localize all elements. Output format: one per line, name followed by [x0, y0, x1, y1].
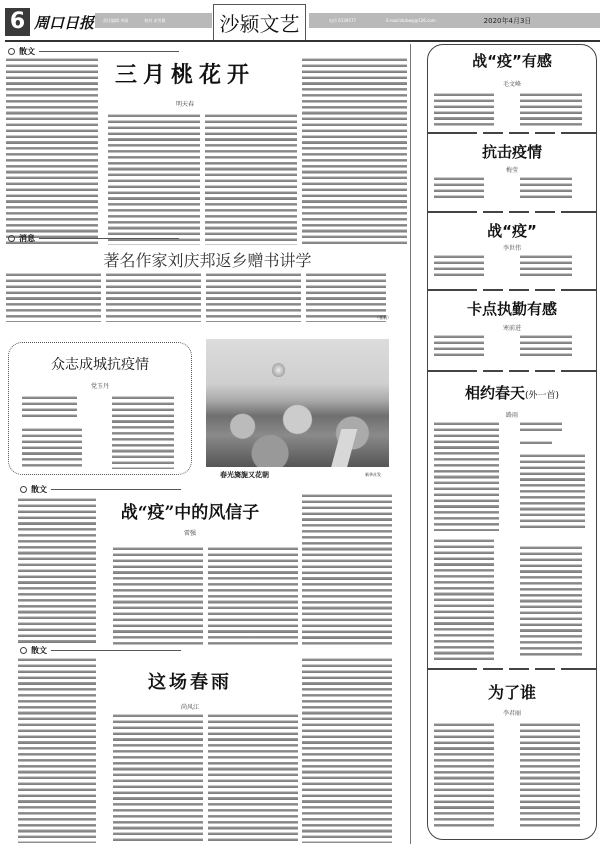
article-author: 雷强 — [183, 530, 196, 537]
poem-lines — [520, 722, 580, 830]
poem-title: 众志成城抗疫情 — [51, 357, 149, 373]
poem-lines — [520, 92, 582, 127]
poem-lines — [520, 453, 585, 531]
poem-author: 路雨 — [505, 412, 518, 419]
page-number: 6 — [5, 8, 30, 36]
article-body — [18, 497, 96, 645]
poem-title-main: 相约春天 — [464, 384, 525, 402]
poem-lines — [22, 395, 77, 420]
section-title: 沙颍文艺 — [213, 4, 306, 42]
poem-lines — [434, 254, 484, 278]
article-body — [302, 493, 392, 645]
divider — [427, 132, 597, 134]
photo-spring-town — [206, 339, 389, 467]
poem-title — [427, 382, 597, 403]
divider — [427, 289, 597, 291]
news-body — [106, 272, 201, 322]
article-body — [113, 546, 203, 646]
poem-author: 党玉丹 — [90, 383, 109, 390]
poem-author: 李君丽 — [502, 710, 521, 717]
article-author: 尚风江 — [180, 704, 199, 711]
article-title: 战“疫”中的风信子 — [120, 503, 260, 523]
poem-title: 为了谁 — [487, 683, 536, 702]
divider — [427, 668, 597, 670]
section-tag: 散文 — [8, 46, 179, 57]
article-body — [6, 57, 98, 247]
circle-icon — [8, 235, 15, 242]
section-tag: 散文 — [20, 484, 181, 495]
masthead: 周口日报 — [34, 14, 95, 32]
poem-lines — [112, 395, 174, 469]
poem-lines — [520, 176, 572, 200]
header-band-left — [95, 13, 212, 28]
news-body — [6, 272, 101, 322]
poem-subtitle: (外一首) — [524, 391, 560, 401]
article-body — [113, 713, 203, 843]
photo-credit: 新华社发 — [365, 472, 381, 477]
article-author: 明天春 — [175, 101, 194, 108]
article-body — [302, 657, 392, 843]
photo-caption: 春光旖旎又花朝 — [220, 471, 269, 479]
news-body — [206, 272, 301, 322]
poem-lines — [434, 176, 484, 200]
poem-lines — [434, 421, 499, 531]
circle-icon — [20, 647, 27, 654]
editor-credit: 责任编辑 李丽 — [103, 17, 129, 23]
email: E-mail:zkrbwy@126.com — [386, 18, 436, 23]
poem-author: 梅莹 — [505, 167, 518, 174]
poem-title: 战“疫”有感 — [472, 52, 552, 70]
column-divider — [410, 44, 411, 844]
header-rule — [5, 40, 600, 42]
poem-title: 抗击疫情 — [481, 143, 542, 161]
poem-author: 寒前进 — [502, 325, 521, 332]
tree-canopy — [206, 399, 389, 467]
article-title: 这场春雨 — [148, 672, 232, 693]
poem-lines — [520, 440, 552, 446]
article-body — [205, 113, 297, 245]
poem-author: 毛文峰 — [502, 81, 521, 88]
poem-lines — [520, 545, 582, 657]
divider — [427, 211, 597, 213]
hot-air-balloon — [272, 363, 285, 377]
header-band-right — [309, 13, 600, 28]
article-body — [208, 546, 298, 646]
circle-icon — [20, 486, 27, 493]
poem-lines — [520, 254, 572, 278]
poem-lines — [434, 722, 494, 830]
article-title: 三月桃花开 — [114, 62, 255, 88]
news-headline: 著名作家刘庆邦返乡赠书讲学 — [103, 251, 312, 270]
date: 2020年4月3日 — [483, 16, 532, 25]
section-tag: 散文 — [20, 645, 181, 656]
poem-lines — [22, 427, 82, 469]
section-tag: 消息 — [8, 233, 179, 244]
poem-lines — [434, 92, 494, 127]
article-body — [302, 57, 407, 247]
article-body — [108, 113, 200, 245]
poem-title: 卡点执勤有感 — [466, 300, 557, 318]
poem-title: 战“疫” — [487, 222, 537, 240]
news-signoff: （张莉） — [375, 315, 391, 320]
poem-lines — [520, 334, 572, 358]
news-body — [306, 272, 386, 322]
divider — [427, 370, 597, 372]
proofreader-credit: 校对 宋雪雁 — [144, 17, 166, 23]
phone: 电话 6139577 — [329, 17, 357, 23]
poem-lines — [520, 421, 562, 433]
article-body — [18, 657, 96, 843]
article-body — [208, 713, 298, 843]
poem-lines — [434, 334, 484, 358]
poem-author: 李世伟 — [502, 245, 521, 252]
poem-lines — [434, 538, 494, 660]
circle-icon — [8, 48, 15, 55]
